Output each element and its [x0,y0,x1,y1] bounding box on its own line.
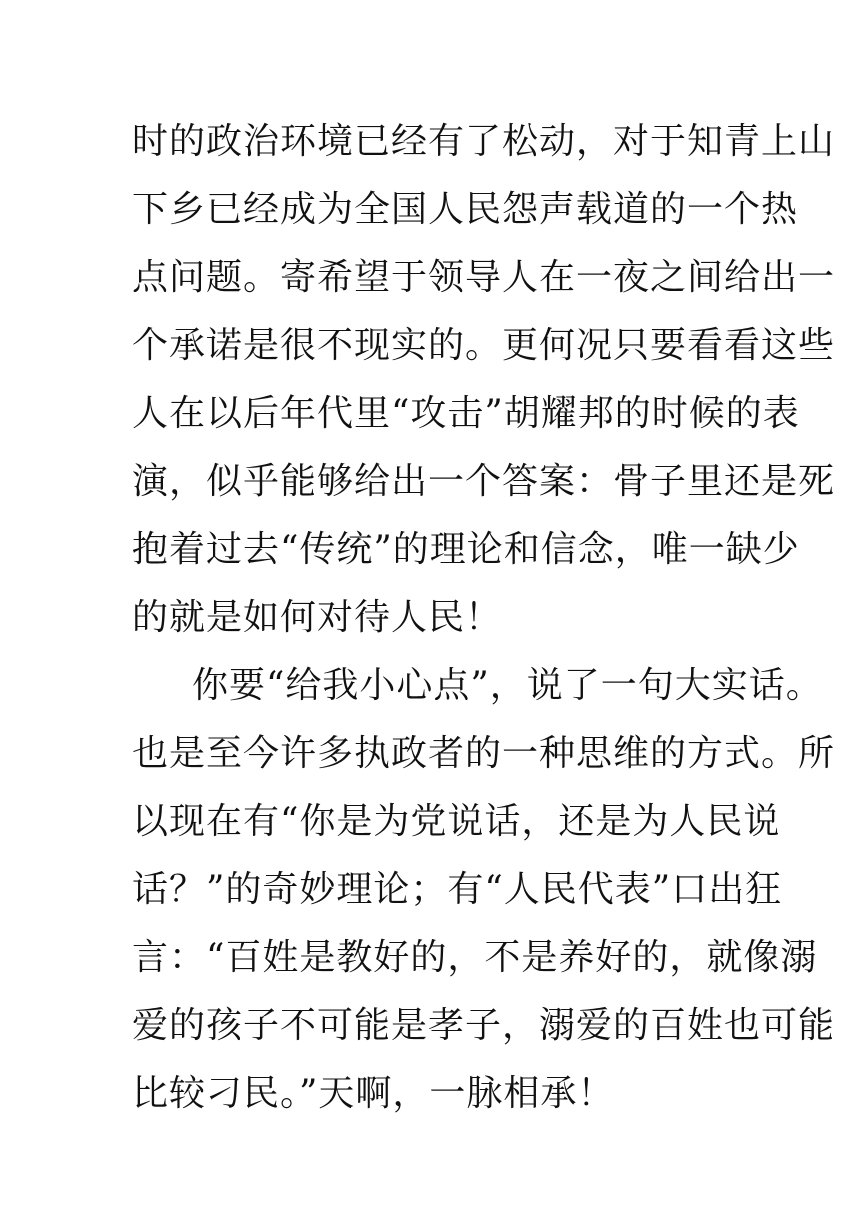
text-line: 时的政治环境已经有了松动，对于知青上山 [132,121,836,162]
text-line: 点问题。寄希望于领导人在一夜之间给出一 [132,257,836,298]
body-text [132,108,836,1128]
text-line: 演，似乎能够给出一个答案：骨子里还是死 [132,461,836,502]
text-line: 的就是如何对待人民！ [132,597,503,638]
paragraph-start-line: 你要“给我小心点”，说了一句大实话。 [192,665,823,706]
text-line: 言：“百姓是教好的，不是养好的，就像溺 [132,937,818,978]
text-line: 下乡已经成为全国人民怨声载道的一个热 [132,189,799,230]
text-line: 以现在有“你是为党说话，还是为人民说 [132,801,781,842]
text-line: 也是至今许多执政者的一种思维的方式。所 [132,733,836,774]
text-line: 个承诺是很不现实的。更何况只要看看这些 [132,325,836,366]
text-line: 比较刁民。”天啊，一脉相承！ [132,1073,615,1114]
text-line: 抱着过去“传统”的理论和信念，唯一缺少 [132,529,800,570]
text-line: 人在以后年代里“攻击”胡耀邦的时候的表 [132,393,800,434]
text-line: 话？”的奇妙理论；有“人民代表”口出狂 [132,869,783,910]
text-line: 爱的孩子不可能是孝子，溺爱的百姓也可能 [132,1005,836,1046]
